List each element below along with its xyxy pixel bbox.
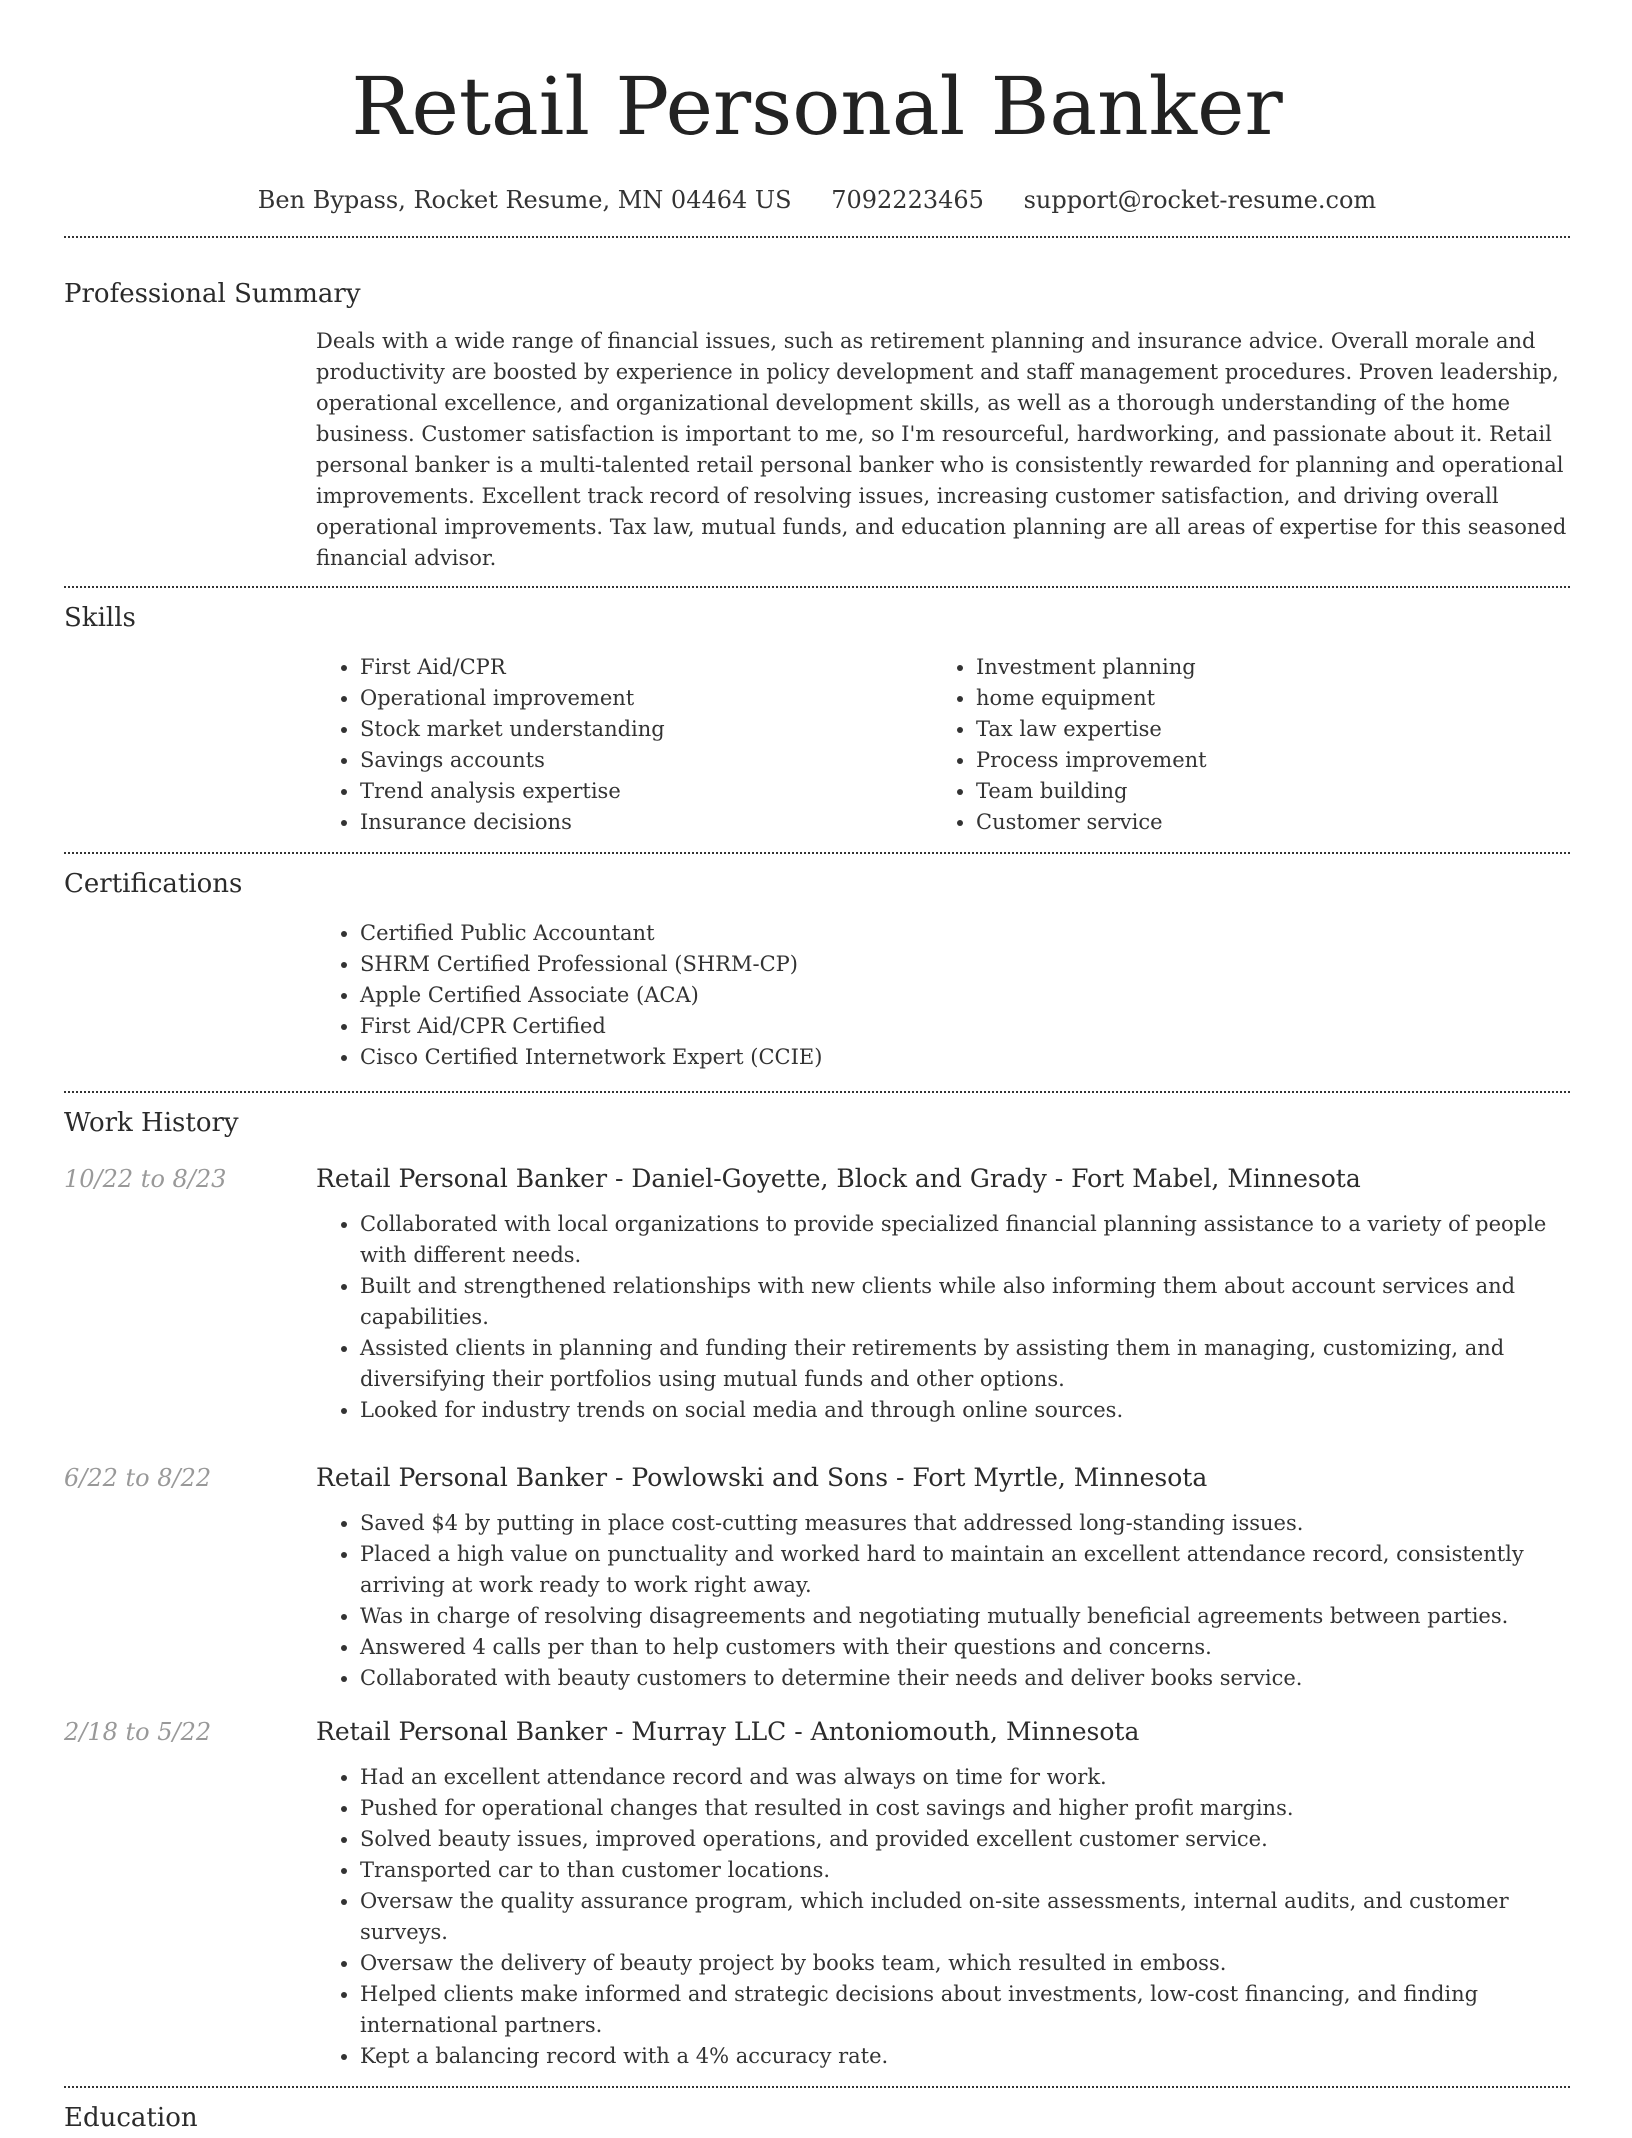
resume-name: Retail Personal Banker xyxy=(351,60,1283,153)
contact-line xyxy=(64,182,1570,218)
list-item: • Oversaw the quality assurance program, which included on-site assessments, internal audits, and customer surveys. xyxy=(360,1886,1570,1948)
certifications-section xyxy=(64,854,1570,1073)
job-title: Retail Personal Banker - Murray LLC - Antoniomouth, Minnesota xyxy=(316,1717,1140,1746)
job-entry xyxy=(64,1161,1570,1426)
job-title: Retail Personal Banker - Daniel-Goyette, Block and Grady - Fort Mabel, Minnesota xyxy=(316,1164,1361,1193)
summary-content xyxy=(316,326,1570,574)
list-item: • Had an excellent attendance record and was always on time for work. xyxy=(360,1762,1570,1793)
list-item: • Apple Certified Associate (ACA) xyxy=(360,980,1570,1011)
list-item: • SHRM Certified Professional (SHRM-CP) xyxy=(360,949,1570,980)
list-item: • Trend analysis expertise xyxy=(360,776,932,807)
contact-address: Ben Bypass, Rocket Resume, MN 04464 US xyxy=(257,186,792,214)
list-item: • Transported car to than customer locations. xyxy=(360,1855,1570,1886)
list-item: • Collaborated with beauty customers to determine their needs and deliver books service. xyxy=(360,1663,1570,1694)
section-title-summary: Professional Summary xyxy=(64,279,361,309)
list-item: • home equipment xyxy=(976,683,1548,714)
contact-phone: 7092223465 xyxy=(831,186,984,214)
list-item: • Operational improvement xyxy=(360,683,932,714)
list-item: • Was in charge of resolving disagreements and negotiating mutually beneficial agreements between parties. xyxy=(360,1601,1570,1632)
list-item: • Stock market understanding xyxy=(360,714,932,745)
list-item: • Cisco Certified Internetwork Expert (CCIE) xyxy=(360,1042,1570,1073)
job-bullets xyxy=(316,1209,1570,1426)
list-item: • Answered 4 calls per than to help customers with their questions and concerns. xyxy=(360,1632,1570,1663)
list-item: • Insurance decisions xyxy=(360,807,932,838)
education-section xyxy=(64,2088,1570,2138)
skills-content xyxy=(316,652,1570,838)
list-item: • Placed a high value on punctuality and worked hard to maintain an excellent attendance record, consistently arriving at work ready to work right away. xyxy=(360,1539,1570,1601)
job-dates: 6/22 to 8/22 xyxy=(64,1464,212,1492)
list-item: • Assisted clients in planning and funding their retirements by assisting them in managing, customizing, and diversifying their portfolios using mutual funds and other options. xyxy=(360,1333,1570,1395)
resume-page xyxy=(64,0,1570,2138)
section-title-work-history: Work History xyxy=(64,1108,239,1138)
list-item: • Built and strengthened relationships with new clients while also informing them about account services and capabilities. xyxy=(360,1271,1570,1333)
list-item: • Pushed for operational changes that resulted in cost savings and higher profit margins. xyxy=(360,1793,1570,1824)
list-item: • Tax law expertise xyxy=(976,714,1548,745)
job-bullets xyxy=(316,1762,1570,2072)
skills-list-right xyxy=(932,652,1548,838)
certifications-list xyxy=(316,918,1570,1073)
contact-email[interactable]: support@rocket-resume.com xyxy=(1023,186,1377,214)
list-item: • First Aid/CPR xyxy=(360,652,932,683)
job-entry xyxy=(64,1714,1570,2072)
section-title-skills: Skills xyxy=(64,603,136,633)
job-bullets xyxy=(316,1508,1570,1694)
skills-section xyxy=(64,588,1570,838)
job-dates: 2/18 to 5/22 xyxy=(64,1718,212,1746)
list-item: • Certified Public Accountant xyxy=(360,918,1570,949)
job-title: Retail Personal Banker - Powlowski and Sons - Fort Myrtle, Minnesota xyxy=(316,1463,1208,1492)
section-title-education: Education xyxy=(64,2103,198,2133)
work-history-section xyxy=(64,1093,1570,2072)
list-item: • Helped clients make informed and strategic decisions about investments, low-cost financing, and finding international partners. xyxy=(360,1979,1570,2041)
list-item: • First Aid/CPR Certified xyxy=(360,1011,1570,1042)
list-item: • Investment planning xyxy=(976,652,1548,683)
list-item: • Customer service xyxy=(976,807,1548,838)
job-dates: 10/22 to 8/23 xyxy=(64,1165,227,1193)
list-item: • Saved $4 by putting in place cost-cutting measures that addressed long-standing issues. xyxy=(360,1508,1570,1539)
list-item: • Looked for industry trends on social media and through online sources. xyxy=(360,1395,1570,1426)
list-item: • Collaborated with local organizations to provide specialized financial planning assistance to a variety of people with different needs. xyxy=(360,1209,1570,1271)
skills-list-left xyxy=(316,652,932,838)
list-item: • Solved beauty issues, improved operations, and provided excellent customer service. xyxy=(360,1824,1570,1855)
summary-section xyxy=(64,238,1570,574)
list-item: • Oversaw the delivery of beauty project by books team, which resulted in emboss. xyxy=(360,1948,1570,1979)
job-entry xyxy=(64,1460,1570,1694)
list-item: • Kept a balancing record with a 4% accuracy rate. xyxy=(360,2041,1570,2072)
section-title-certifications: Certifications xyxy=(64,869,243,899)
certifications-content xyxy=(316,918,1570,1073)
list-item: • Team building xyxy=(976,776,1548,807)
list-item: • Process improvement xyxy=(976,745,1548,776)
summary-text: Deals with a wide range of financial issues, such as retirement planning and insurance advice. Overall morale and productivity are boosted by experience in policy development and staff management procedures. Proven leadership, operational excellence, and organizational development skills, as well as a thorough understanding of the home business. Customer satisfaction is important to me, so I'm resourceful, hardworking, and passionate about it. Retail personal banker is a multi-talented retail personal banker who is consistently rewarded for planning and operational improvements. Excellent track record of resolving issues, increasing customer satisfaction, and driving overall operational improvements. Tax law, mutual funds, and education planning are all areas of expertise for this seasoned financial advisor. xyxy=(316,329,1567,570)
list-item: • Savings accounts xyxy=(360,745,932,776)
